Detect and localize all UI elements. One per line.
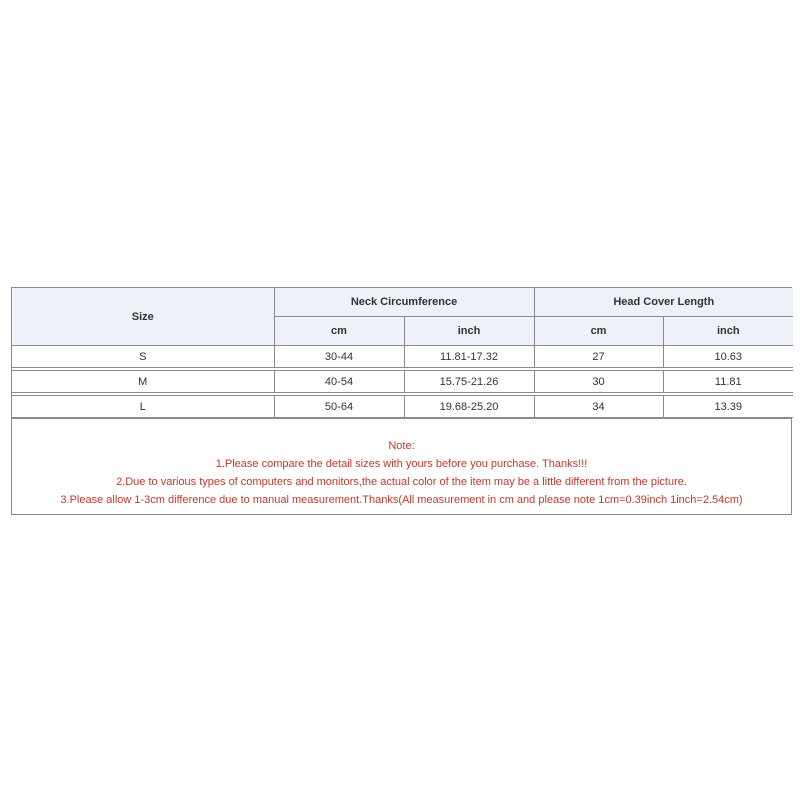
size-column-header: Size	[12, 288, 274, 346]
head-cm-cell: 30	[534, 371, 663, 393]
neck-inch-header: inch	[404, 317, 534, 346]
note-line-1: 1.Please compare the detail sizes with yours before you purchase. Thanks!!!	[215, 458, 588, 470]
head-cm-cell: 34	[534, 396, 663, 418]
note-line-2: 2.Due to various types of computers and monitors,the actual color of the item may be a little different from the picture.	[116, 476, 687, 488]
size-cell: M	[12, 371, 274, 393]
head-cm-cell: 27	[534, 346, 663, 368]
head-cm-header: cm	[534, 317, 663, 346]
neck-inch-cell: 11.81-17.32	[404, 346, 534, 368]
head-inch-cell: 13.39	[663, 396, 793, 418]
neck-inch-cell: 19.68-25.20	[404, 396, 534, 418]
table-row	[12, 346, 793, 368]
neck-circumference-header: Neck Circumference	[274, 288, 534, 317]
table-row	[12, 396, 793, 418]
neck-cm-cell: 30-44	[274, 346, 404, 368]
neck-inch-cell: 15.75-21.26	[404, 371, 534, 393]
size-chart	[11, 287, 792, 515]
head-inch-header: inch	[663, 317, 793, 346]
head-cover-length-header: Head Cover Length	[534, 288, 793, 317]
note-line-3: 3.Please allow 1-3cm difference due to manual measurement.Thanks(All measurement in cm and please note 1cm=0.39inch 1inch=2.54cm)	[60, 494, 743, 506]
size-cell: L	[12, 396, 274, 418]
neck-cm-header: cm	[274, 317, 404, 346]
head-inch-cell: 11.81	[663, 371, 793, 393]
neck-cm-cell: 40-54	[274, 371, 404, 393]
head-inch-cell: 10.63	[663, 346, 793, 368]
notes-section	[12, 418, 791, 514]
neck-cm-cell: 50-64	[274, 396, 404, 418]
size-cell: S	[12, 346, 274, 368]
table-row	[12, 371, 793, 393]
notes-title: Note:	[388, 440, 415, 452]
size-table	[12, 288, 793, 418]
